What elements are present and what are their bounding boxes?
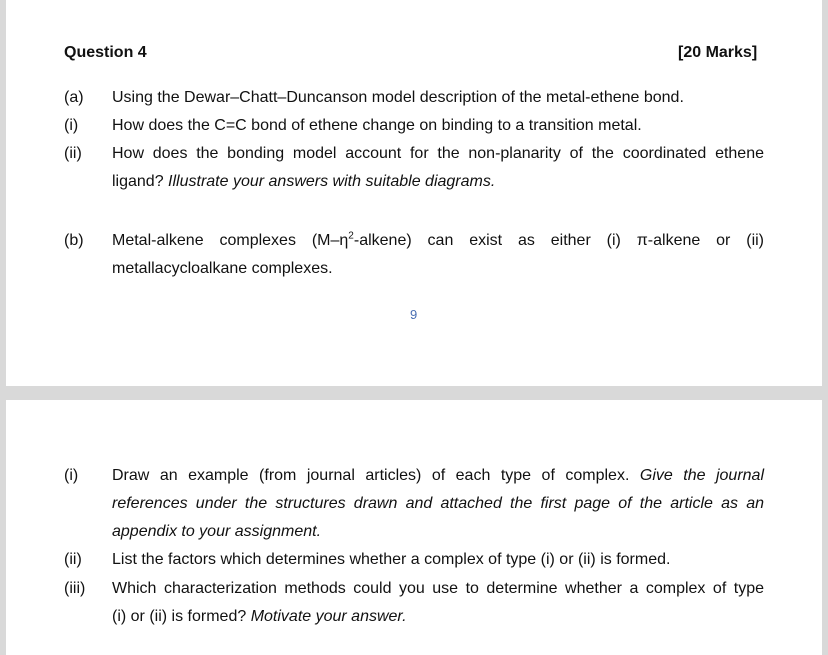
item-a-text: Using the Dewar–Chatt–Duncanson model description of the metal-ethene bond.	[112, 89, 684, 106]
item-a-i-text: How does the C=C bond of ethene change on binding to a transition metal.	[112, 117, 642, 134]
item-a-ii-text	[112, 140, 764, 196]
item-2-ii-text: List the factors which determines whether a complex of type (i) or (ii) is formed.	[112, 551, 671, 568]
item-2-i-line3: appendix to your assignment.	[112, 523, 322, 540]
item-b-text	[112, 227, 764, 283]
page-number: 9	[410, 307, 418, 322]
question-title: Question 4	[64, 44, 147, 61]
document-page-2	[6, 400, 822, 655]
item-2-iii-text	[112, 575, 764, 631]
item-2-iii-line2-italic: Motivate your answer.	[250, 608, 407, 625]
item-b-line2: metallacycloalkane complexes.	[112, 260, 333, 277]
item-a-i-label: (i)	[64, 117, 79, 134]
item-2-i-label: (i)	[64, 467, 79, 484]
item-2-i-line2: references under the structures drawn and attached the first page of the article as an	[112, 495, 764, 512]
item-2-i-line1	[112, 462, 764, 490]
item-a-ii-line2-italic: Illustrate your answers with suitable diagrams.	[168, 173, 496, 190]
item-b-line1-post: -alkene) can exist as either (i) π-alkene or (ii)	[353, 232, 765, 249]
item-2-i-text	[112, 462, 764, 546]
document-page-1	[6, 0, 822, 386]
item-a-ii-line2-plain: ligand?	[112, 173, 169, 190]
item-a-ii-line1: How does the bonding model account for the non-planarity of the coordinated ethene	[112, 145, 764, 162]
item-b-line1-pre: Metal-alkene complexes (M–η	[112, 232, 349, 249]
item-2-i-line1-plain: Draw an example (from journal articles) of each type of complex.	[112, 467, 640, 484]
marks-label: [20 Marks]	[678, 44, 758, 61]
item-b-label: (b)	[64, 232, 84, 249]
item-2-iii-label: (iii)	[64, 580, 86, 597]
item-b-line1	[112, 227, 764, 255]
item-2-i-line1-italic: Give the journal	[639, 467, 764, 484]
item-b-superscript: 2	[348, 230, 354, 242]
item-2-ii-label: (ii)	[64, 551, 82, 568]
item-a-label: (a)	[64, 89, 84, 106]
item-2-iii-line1: Which characterization methods could you use to determine whether a complex of type	[112, 580, 764, 597]
item-a-ii-label: (ii)	[64, 145, 82, 162]
item-2-iii-line2-plain: (i) or (ii) is formed?	[112, 608, 251, 625]
